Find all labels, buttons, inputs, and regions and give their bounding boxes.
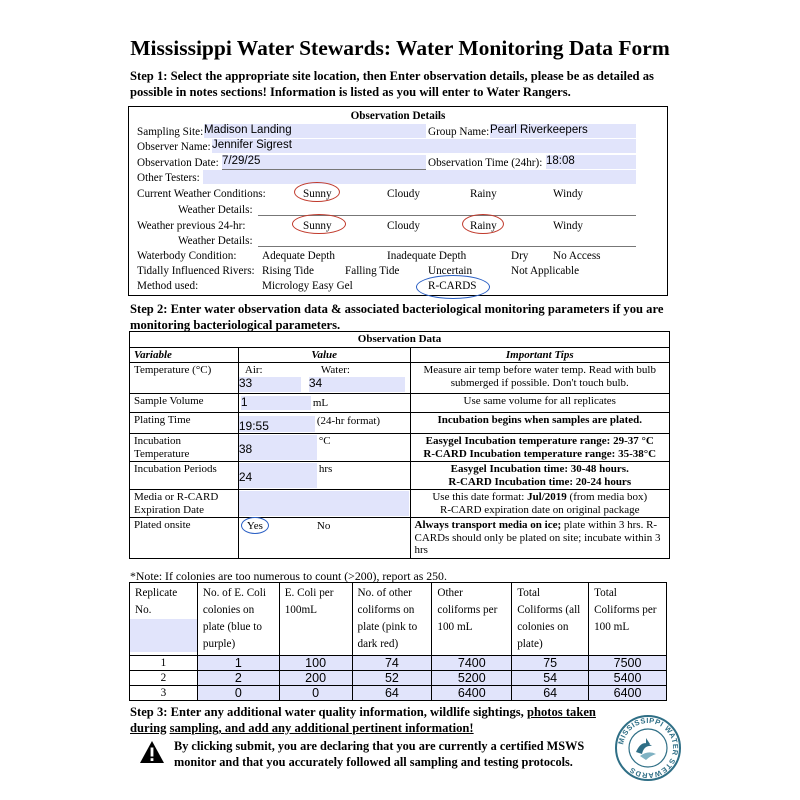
prev-sunny-selected-circle [292,214,346,234]
cell[interactable]: 1 [197,656,279,671]
cell[interactable]: 64 [352,686,432,701]
cell[interactable]: 64 [512,686,589,701]
warning-icon [139,740,165,764]
col-value: Value [238,347,410,363]
header-total-per-100: Total Coliforms per 100 mL [589,583,667,656]
rcards-selected-circle [416,275,490,299]
weather-details-label-2: Weather Details: [178,235,253,247]
incub-temp-label: Incubation Temperature [130,434,239,462]
prev-weather-windy[interactable]: Windy [553,220,584,232]
air-temp-field[interactable]: 33 [239,377,301,392]
table-row [130,656,667,671]
prev-weather-label: Weather previous 24-hr: [137,220,246,232]
plated-no[interactable]: No [316,520,331,532]
prev-weather-cloudy[interactable]: Cloudy [387,220,420,232]
cell[interactable]: 7500 [589,656,667,671]
table-row [130,671,667,686]
table-row [130,686,667,701]
group-name-field[interactable]: Pearl Riverkeepers [490,124,636,138]
cell[interactable]: 54 [512,671,589,686]
incub-period-tip: Easygel Incubation time: 30-48 hours. R-CARD Incubation time: 20-24 hours [410,462,670,490]
cell[interactable]: 5400 [589,671,667,686]
current-weather-rainy[interactable]: Rainy [470,188,497,200]
weather-details-label: Weather Details: [178,204,253,216]
step3-text: Step 3: Enter any additional water quality information, wildlife sightings, photos taken during sampling, and add any additional pertinent information! [130,705,596,735]
incub-temp-tip: Easygel Incubation temperature range: 29-37 °C R-CARD Incubation temperature range: 35-38°C [410,434,670,462]
waterbody-inadequate[interactable]: Inadequate Depth [387,250,467,262]
prev-weather-rainy[interactable]: Rainy [470,220,497,232]
header-total-colonies: Total Coliforms (all colonies on plate) [512,583,589,656]
other-testers-label: Other Testers: [137,172,200,184]
observation-data-header: Observation Data [130,332,670,348]
observation-time-field[interactable]: 18:08 [546,155,636,169]
sunny-selected-circle [294,182,340,202]
temp-values [238,363,410,394]
plating-tip: Incubation begins when samples are plated. [410,413,670,434]
media-label: Media or R-CARD Expiration Date [130,490,239,518]
incub-period-label: Incubation Periods [130,462,239,490]
incub-period-unit: hrs [318,463,333,475]
tidal-label: Tidally Influenced Rivers: [137,265,255,277]
volume-label: Sample Volume [130,394,239,413]
plating-format: (24-hr format) [316,415,381,427]
replicate-no: 3 [130,686,198,701]
observation-details-header: Observation Details [350,110,446,122]
volume-field[interactable]: 1 [241,396,311,410]
current-weather-label: Current Weather Conditions: [137,188,266,200]
cell[interactable]: 75 [512,656,589,671]
header-replicate: Replicate No. [130,583,198,656]
volume-tip: Use same volume for all replicates [410,394,670,413]
water-temp-field[interactable]: 34 [309,377,405,392]
cell[interactable]: 7400 [432,656,512,671]
observation-date-field[interactable]: 7/29/25 [222,155,426,169]
step1-text: Step 1: Select the appropriate site location, then Enter observation details, please be as detailed as possible in notes sections! Information is listed as you will enter to Water Rangers. [130,69,654,99]
replicate-table [129,582,667,701]
media-expiration-field[interactable] [239,491,409,516]
cell[interactable]: 6400 [432,686,512,701]
plated-yes[interactable]: Yes [246,520,263,532]
tidal-not-applicable[interactable]: Not Applicable [511,265,580,277]
sampling-site-label: Sampling Site: [137,126,204,138]
observer-name-label: Observer Name: [137,141,211,153]
replicate-no: 1 [130,656,198,671]
svg-text:MISSISSIPPI WATER STEWARDS: MISSISSIPPI WATER STEWARDS [616,715,681,781]
incub-temp-field[interactable]: 38 [239,435,317,460]
mississippi-water-stewards-logo [614,714,682,782]
waterbody-adequate[interactable]: Adequate Depth [262,250,336,262]
yes-selected-circle [241,517,269,534]
plating-label: Plating Time [130,413,239,434]
group-name-label: Group Name: [428,126,490,138]
cell[interactable]: 6400 [589,686,667,701]
incub-temp-unit: °C [318,435,331,447]
temp-tip: Measure air temp before water temp. Read with bulb submerged if possible. Don't touch bulb. [410,363,670,394]
current-weather-cloudy[interactable]: Cloudy [387,188,420,200]
colonies-note: *Note: If colonies are too numerous to count (>200), report as 250. [130,569,447,583]
temp-label: Temperature (°C) [130,363,239,394]
page-title: Mississippi Water Stewards: Water Monitoring Data Form [130,36,670,60]
method-rcards[interactable]: R-CARDS [428,280,477,292]
plating-time-field[interactable]: 19:55 [239,416,315,432]
waterbody-label: Waterbody Condition: [137,250,237,262]
header-other-per-100: Other coliforms per 100 mL [432,583,512,656]
tidal-rising[interactable]: Rising Tide [262,265,314,277]
step2-text: Step 2: Enter water observation data & associated bacteriological monitoring parameters if you are monitoring bacteriological parameters. [130,302,664,332]
tidal-falling[interactable]: Falling Tide [345,265,400,277]
observation-data-table [129,331,670,559]
col-variable: Variable [130,347,239,363]
observation-time-label: Observation Time (24hr): [428,157,543,169]
observer-name-field[interactable]: Jennifer Sigrest [212,139,636,153]
cell[interactable]: 200 [279,671,352,686]
waterbody-no-access[interactable]: No Access [553,250,601,262]
header-ecoli-colonies: No. of E. Coli colonies on plate (blue to purple) [197,583,279,656]
header-other-colonies: No. of other coliforms on plate (pink to dark red) [352,583,432,656]
cell[interactable]: 0 [279,686,352,701]
current-weather-sunny[interactable]: Sunny [303,188,332,200]
declaration-text: By clicking submit, you are declaring that you are currently a certified MSWS monitor and that you accurately followed all sampling and testing protocols. [174,739,585,769]
replicate-no: 2 [130,671,198,686]
cell[interactable]: 0 [197,686,279,701]
tidal-uncertain[interactable]: Uncertain [428,265,473,277]
incub-period-field[interactable]: 24 [239,463,317,488]
media-tip: Use this date format: Jul/2019 (from media box) R-CARD expiration date on original package [410,490,670,518]
col-tips: Important Tips [410,347,670,363]
plated-tip: Always transport media on ice; plate within 3 hrs. R-CARDs should only be plated on site; incubate within 3 hrs [410,518,670,559]
cell[interactable]: 74 [352,656,432,671]
observation-date-label: Observation Date: [137,157,219,169]
prev-weather-sunny[interactable]: Sunny [303,220,332,232]
method-label: Method used: [137,280,199,292]
prev-rainy-selected-circle [462,214,504,234]
method-easygel[interactable]: Micrology Easy Gel [262,280,353,292]
current-weather-windy[interactable]: Windy [553,188,584,200]
header-ecoli-per-100: E. Coli per 100mL [279,583,352,656]
water-label: Water: [320,364,350,376]
sampling-site-field[interactable]: Madison Landing [204,124,426,138]
cell[interactable]: 5200 [432,671,512,686]
cell[interactable]: 52 [352,671,432,686]
other-testers-field[interactable] [203,170,636,184]
air-label: Air: [244,364,263,376]
plated-label: Plated onsite [130,518,239,559]
waterbody-dry[interactable]: Dry [511,250,529,262]
cell[interactable]: 100 [279,656,352,671]
volume-unit: mL [312,397,329,409]
cell[interactable]: 2 [197,671,279,686]
